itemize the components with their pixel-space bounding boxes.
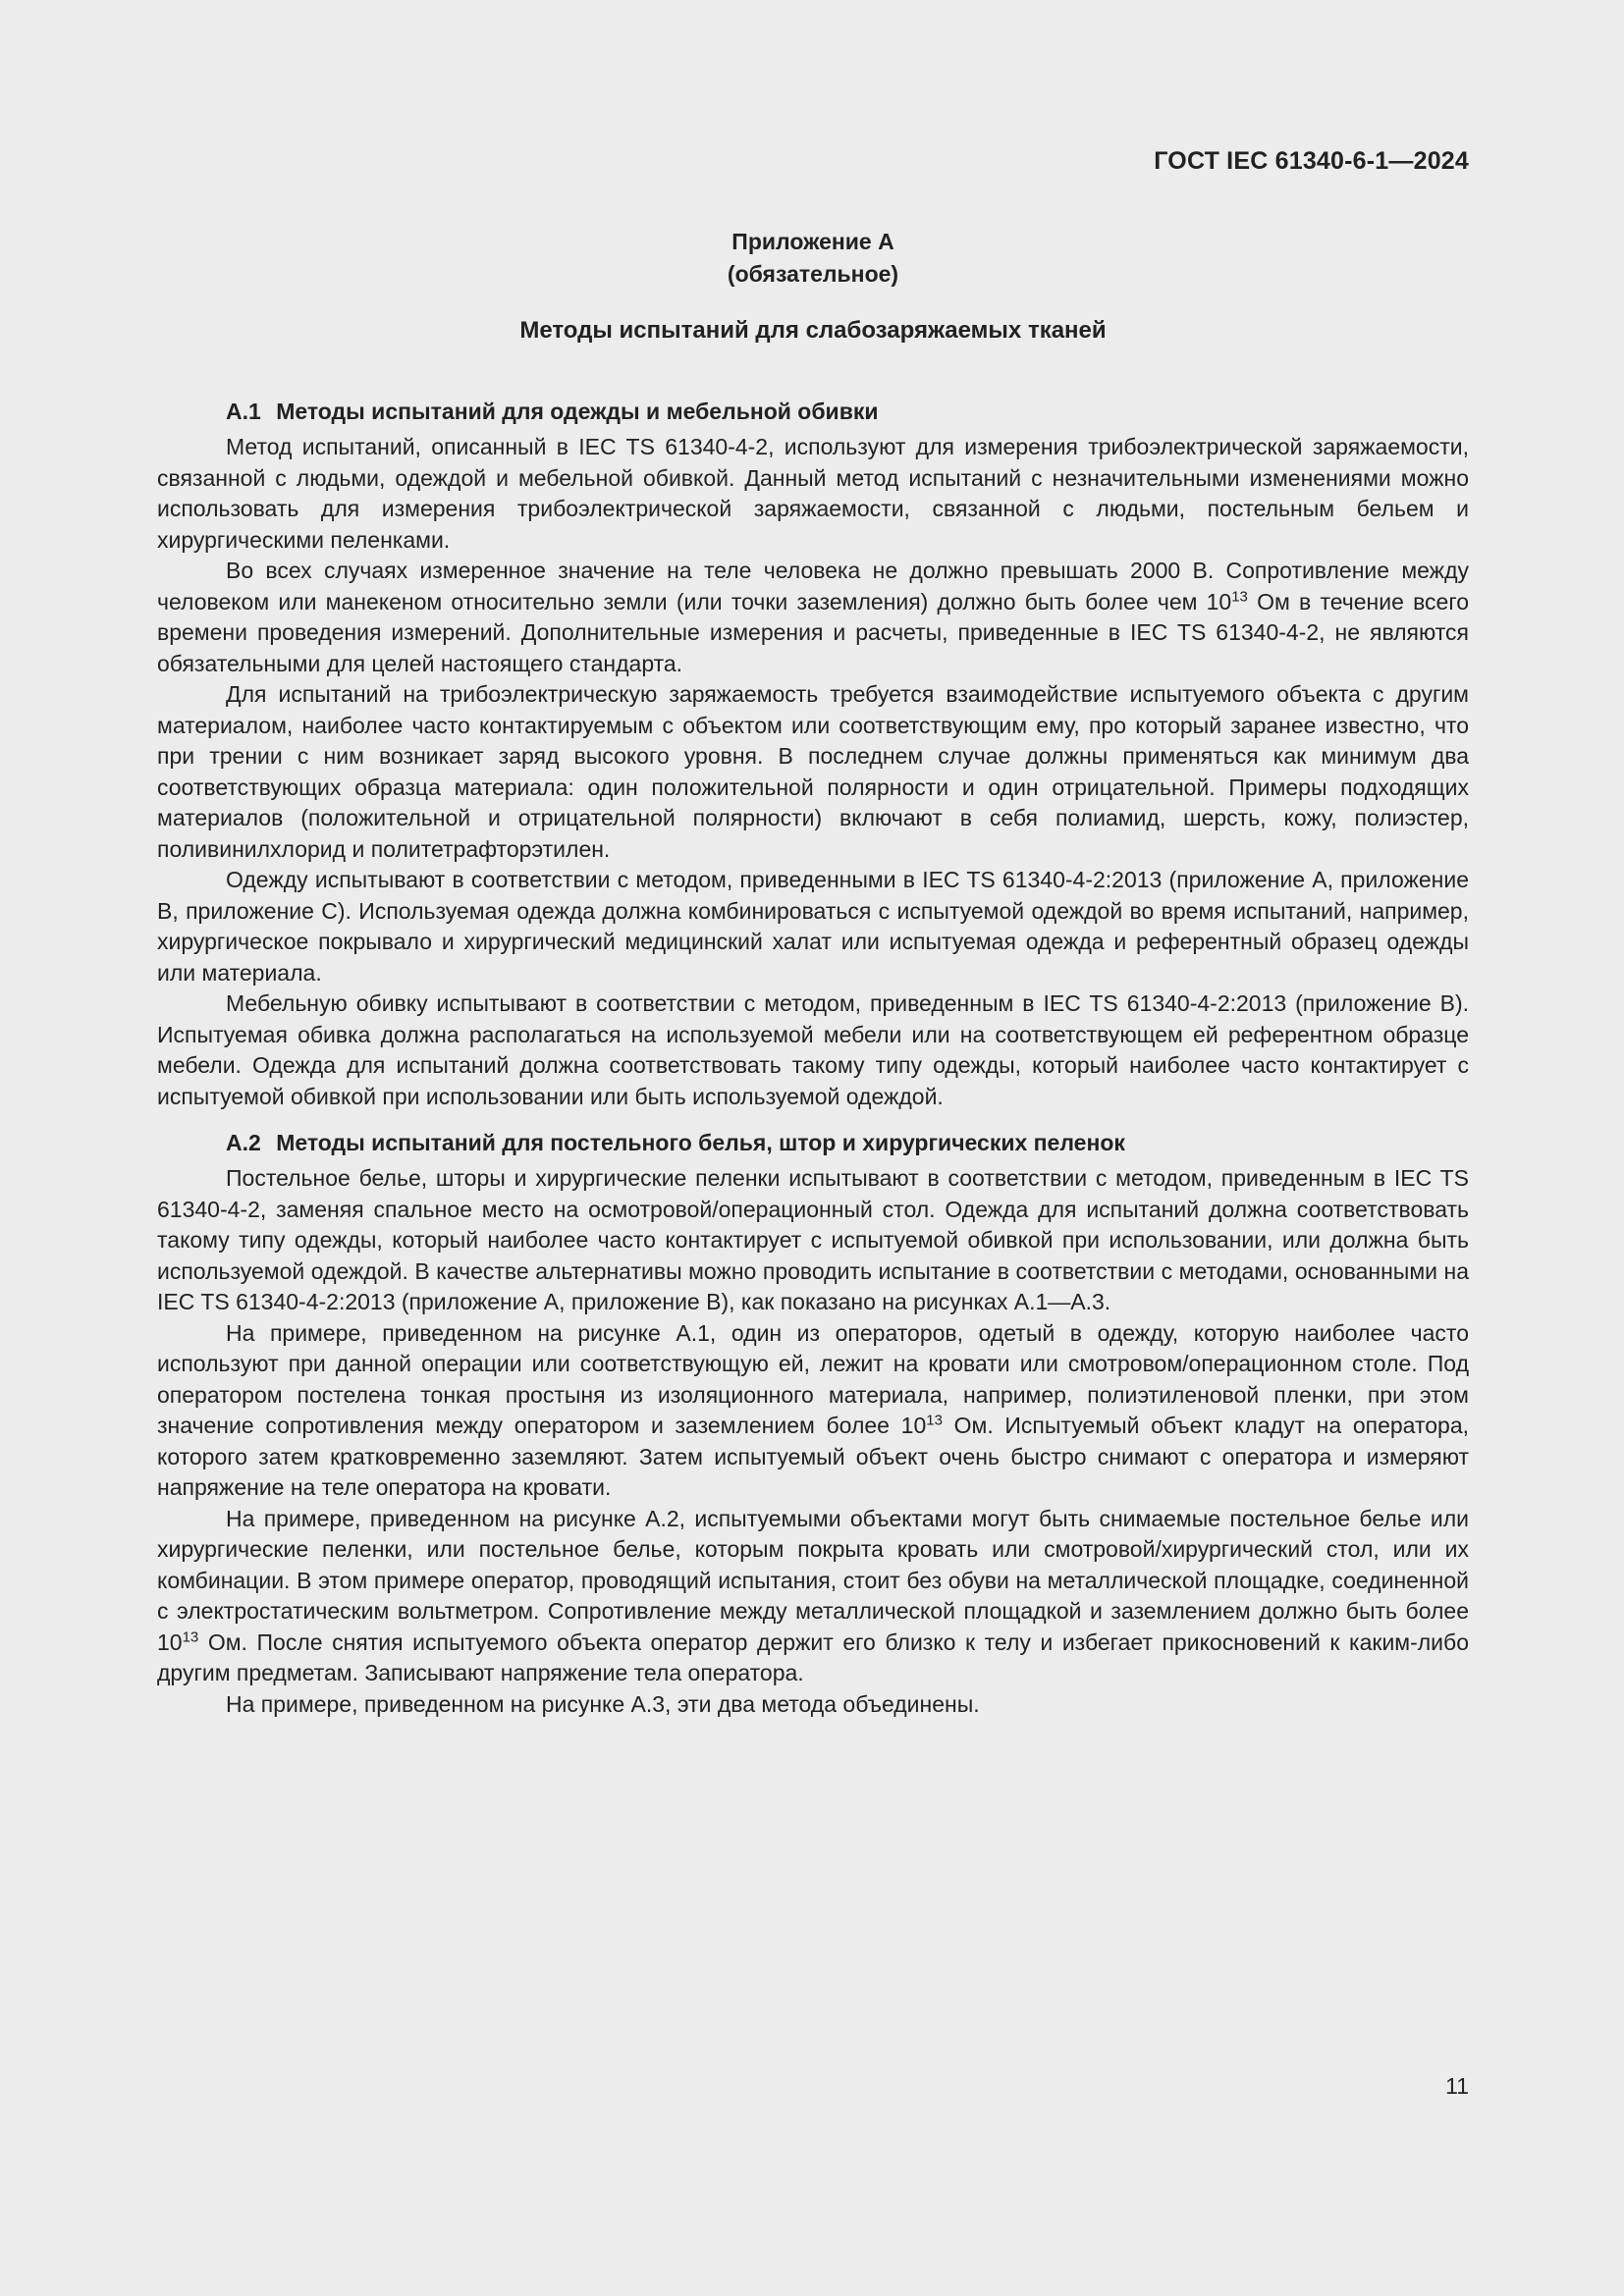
- paragraph-text: Ом. Испытуемый объект кладут на оператора, которого затем кратковременно заземляют. Затем испытуемый объект очень быстро снимают с оператора и измеряют напряжение на теле оператора на кровати.: [157, 1413, 1470, 1500]
- section-number: А.1: [226, 399, 261, 424]
- section-title: Методы испытаний для одежды и мебельной обивки: [276, 399, 879, 424]
- section-heading-a2: [157, 1124, 1469, 1161]
- paragraph: Для испытаний на трибоэлектрическую заряжаемость требуется взаимодействие испытуемого объекта с другим материалом, наиболее часто контактируемым с объектом или соответствующим ему, про который заранее известно, что при трении с ним возникает заряд высокого уровня. В последнем случае должны применяться как минимум два соответствующих образца материала: один положительной полярности и один отрицательной. Примеры подходящих материалов (положительной и отрицательной полярности) включают в себя полиамид, шерсть, кожу, полиэстер, поливинилхлорид и политетрафторэтилен.: [157, 681, 1469, 862]
- annex-heading: Методы испытаний для слабозаряжаемых тканей: [519, 317, 1107, 344]
- exponent: 13: [182, 1628, 199, 1645]
- page-number: 11: [1445, 2073, 1469, 2099]
- paragraph-text: Ом. После снятия испытуемого объекта оператор держит его близко к телу и избегает прикосновений к каким-либо другим предметам. Записывают напряжение тела оператора.: [157, 1629, 1469, 1685]
- paragraph-text: Во всех случаях измеренное значение на теле человека не должно превышать 2000 В. Сопротивление между человеком или манекеном относительно земли (или точки заземления) должно быть более чем 10: [157, 558, 1469, 614]
- paragraph: Метод испытаний, описанный в IEC TS 61340-4-2, используют для измерения трибоэлектрической заряжаемости, связанной с людьми, одеждой и мебельной обивкой. Данный метод испытаний с незначительными изменениями можно использовать для измерения трибоэлектрической заряжаемости, связанной с людьми, постельным бельем и хирургическими пеленками.: [157, 434, 1469, 553]
- annex-status: (обязательное): [727, 261, 899, 287]
- paragraph-text: Ом в течение всего времени проведения измерений. Дополнительные измерения и расчеты, приведенные в IEC TS 61340-4-2, не являются обязательными для целей настоящего стандарта.: [157, 588, 1469, 676]
- exponent: 13: [1231, 587, 1248, 605]
- exponent: 13: [926, 1412, 943, 1429]
- section-title: Методы испытаний для постельного белья, штор и хирургических пеленок: [276, 1130, 1125, 1155]
- paragraph: Мебельную обивку испытывают в соответствии с методом, приведенным в IEC TS 61340-4-2:2013 (приложение В). Испытуемая обивка должна располагаться на используемой мебели или на соответствующем ей референтном образце мебели. Одежда для испытаний должна соответствовать такому типу одежды, который наиболее часто контактирует с испытуемой обивкой при использовании или быть используемой одеждой.: [157, 990, 1469, 1109]
- paragraph-text: На примере, приведенном на рисунке А.1, один из операторов, одетый в одежду, которую наиболее часто используют при данной операции или соответствующую ей, лежит на кровати или смотровом/операционном столе. Под оператором постелена тонкая простыня из изоляционного материала, например, полиэтиленовой пленки, при этом значение сопротивления между оператором и заземлением более 10: [157, 1319, 1469, 1438]
- document-body: [157, 393, 1469, 1720]
- paragraph: [157, 556, 1469, 679]
- annex-title-block: [157, 226, 1469, 291]
- section-number: А.2: [226, 1130, 261, 1155]
- paragraph: [157, 1504, 1469, 1689]
- paragraph: На примере, приведенном на рисунке А.3, эти два метода объединены.: [226, 1690, 980, 1717]
- annex-title: Приложение А: [731, 229, 894, 254]
- paragraph: [157, 1318, 1469, 1504]
- standard-code-header: ГОСТ IEC 61340-6-1—2024: [1154, 147, 1469, 175]
- paragraph-text: На примере, приведенном на рисунке А.2, испытуемыми объектами могут быть снимаемые постельное белье или хирургические пеленки, или постельное белье, которым покрыта кровать или смотровой/хирургический стол, или их комбинации. В этом примере оператор, проводящий испытания, стоит без обуви на металлической площадке, соединенной с электростатическим вольтметром. Сопротивление между металлической площадкой и заземлением должно быть более 10: [157, 1505, 1469, 1655]
- section-heading-a1: [157, 393, 1469, 430]
- paragraph: Постельное белье, шторы и хирургические пеленки испытывают в соответствии с методом, приведенным в IEC TS 61340-4-2, заменяя спальное место на осмотровой/операционный стол. Одежда для испытаний должна соответствовать такому типу одежды, который наиболее часто контактирует с испытуемой обивкой при использовании, или должна быть используемой одеждой. В качестве альтернативы можно проводить испытание в соответствии с методами, основанными на IEC TS 61340-4-2:2013 (приложение А, приложение В), как показано на рисунках А.1—А.3.: [157, 1165, 1469, 1314]
- paragraph: Одежду испытывают в соответствии с методом, приведенными в IEC TS 61340-4-2:2013 (приложение А, приложение В, приложение С). Используемая одежда должна комбинироваться с испытуемой одеждой во время испытаний, например, хирургическое покрывало и хирургический медицинский халат или испытуемая одежда и референтный образец одежды или материала.: [157, 867, 1469, 986]
